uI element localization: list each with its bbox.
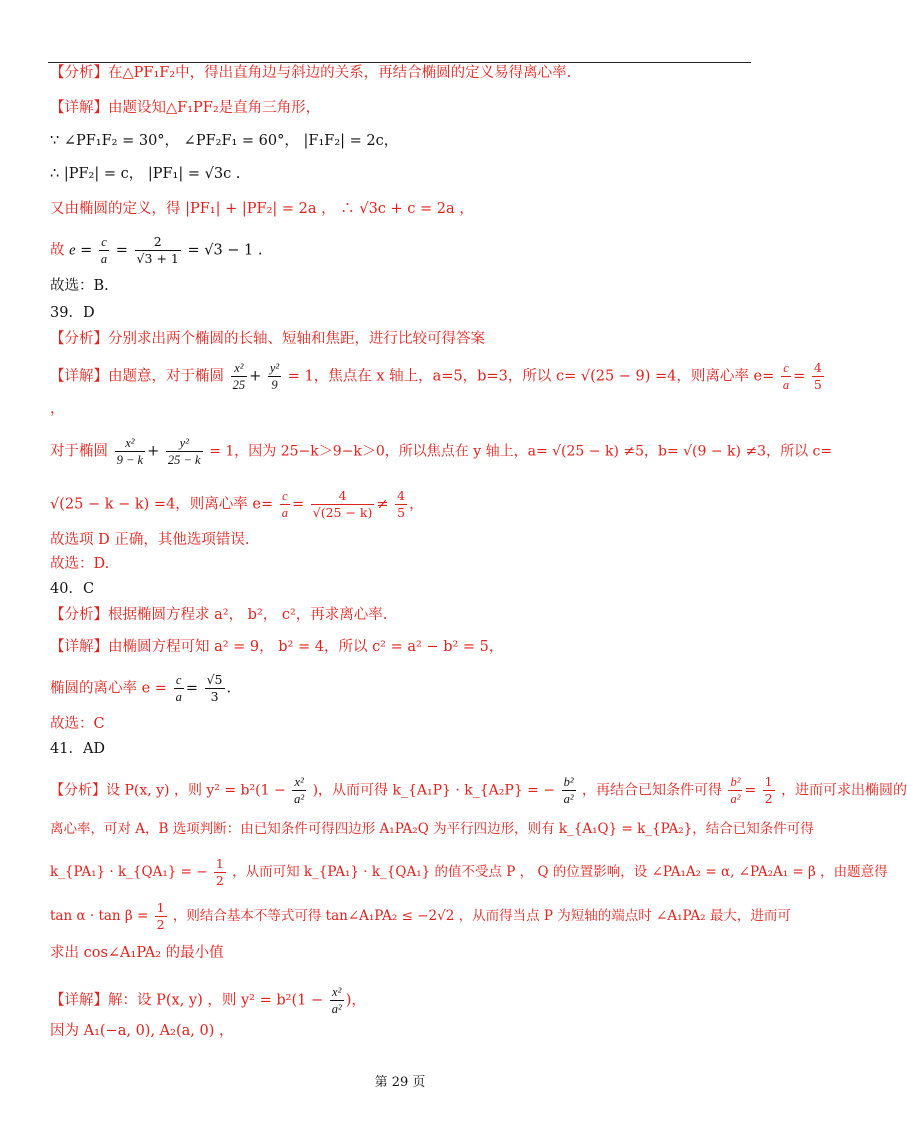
q38-answer: 故选：B. (50, 278, 109, 294)
fraction: $\frac{\text{x²}}{9 - k}$ (116, 436, 144, 467)
q39-detail-1: 【详解】由题意，对于椭圆 $\frac{\text{x²}}{25}$ + $\frac{\text{y²}}{9}$ = 1，焦点在 x 轴上，a=5，b=3，所以 c= √(25 − 9) =4，则离心率 e= $\frac{c}{a}$ = $\frac{4}{5}$ (50, 360, 822, 392)
q40-analysis: 【分析】根据椭圆方程求 a²， b²， c²，再求离心率. (50, 607, 388, 623)
fraction: $\frac{4}{√(25 - k)}$ (312, 488, 373, 520)
q40-detail-1: 【详解】由椭圆方程可知 a² = 9， b² = 4，所以 c² = a² − b² = 5， (50, 639, 504, 655)
q38-detail-3: ∴ |PF₂| = c， |PF₁| = √3c . (50, 166, 241, 182)
fraction: $\frac{1}{2}$ (764, 774, 773, 806)
q41-detail-1: 【详解】解：设 P(x, y) ，则 y² = b²(1 − $\frac{\text{x²}}{\text{a²}}$ )， (50, 985, 366, 1016)
fraction: $\frac{1}{2}$ (156, 900, 165, 932)
fraction: $\frac{1}{2}$ (215, 856, 224, 888)
header-rule (48, 62, 751, 63)
fraction: $\frac{c}{a}$ (100, 235, 108, 266)
fraction: $\frac{4}{5}$ (813, 360, 822, 392)
q41-number: 41．AD (50, 741, 106, 757)
q41-detail-2: 因为 A₁(−a, 0), A₂(a, 0) ， (50, 1023, 234, 1039)
fraction: $\frac{c}{a}$ (782, 361, 790, 392)
page-number: 第 29 页 (374, 1075, 426, 1090)
fraction: $\frac{\text{b²}}{\text{a²}}$ (563, 775, 574, 806)
q39-detail-1-tail: ， (50, 401, 65, 417)
q39-detail-3: √(25 − k − k) =4，则离心率 e= $\frac{c}{a}$ = $\frac{4}{√(25 - k)}$ ≠ $\frac{4}{5}$ ， (50, 488, 424, 520)
q41-analysis-5: 求出 cos∠A₁PA₂ 的最小值 (50, 945, 224, 961)
fraction: $\frac{c}{a}$ (175, 673, 182, 704)
q38-detail-1: 【详解】由题设知△F₁PF₂是直角三角形， (50, 100, 321, 116)
q40-detail-2: 椭圆的离心率 e = $\frac{c}{a}$ = $\frac{√5}{3}$ . (50, 672, 232, 704)
q39-analysis: 【分析】分别求出两个椭圆的长轴、短轴和焦距，进行比较可得答案 (50, 331, 485, 347)
q40-number: 40．C (50, 581, 95, 597)
fraction: $\frac{\text{b²}}{\text{a²}}$ (730, 775, 741, 806)
q38-detail-2: ∵ ∠PF₁F₂ = 30°， ∠PF₂F₁ = 60°， |F₁F₂| = 2c， (50, 133, 399, 149)
q39-detail-4: 故选项 D 正确，其他选项错误. (50, 532, 250, 548)
q40-answer: 故选：C (50, 716, 105, 732)
fraction: $\frac{\text{y²}}{9}$ (269, 361, 280, 392)
q38-detail-4: 又由椭圆的定义，得 |PF₁| + |PF₂| = 2a ， ∴ √3c + c = 2a ， (50, 201, 474, 217)
q41-analysis-3: k_{PA₁} · k_{QA₁} = − $\frac{1}{2}$ ，从而可知 k_{PA₁} · k_{QA₁} 的值不受点 P ， Q 的位置影响，设 ∠PA₁A₂ = α, ∠PA₂A₁ = β ，由题意得 (50, 856, 888, 888)
analysis-tag: 【分析】 (50, 65, 108, 81)
q41-analysis-2: 离心率，可对 A，B 选项判断：由已知条件可得四边形 A₁PA₂Q 为平行四边形，则有 k_{A₁Q} = k_{PA₂}，结合已知条件可得 (50, 821, 814, 837)
fraction: $\frac{\text{y²}}{25 - k}$ (167, 436, 201, 467)
fraction: $\frac{2}{√3 + 1}$ (136, 234, 179, 266)
fraction: $\frac{\text{x²}}{25}$ (232, 361, 246, 392)
q39-number: 39．D (50, 305, 95, 321)
q38-analysis: 【分析】在△PF₁F₂中，得出直角边与斜边的关系，再结合椭圆的定义易得离心率. (50, 65, 572, 81)
q39-detail-2: 对于椭圆 $\frac{\text{x²}}{9 - k}$ + $\frac{\text{y²}}{25 - k}$ = 1，因为 25−k＞9−k＞0，所以焦点在 y 轴上，a= √(25 − k) ≠5，b= √(9 − k) ≠3，所以 c= (50, 436, 833, 467)
q38-detail-5: 故 e = $\frac{c}{a}$ = $\frac{2}{√3 + 1}$ = √3 − 1 . (50, 234, 263, 266)
fraction: $\frac{c}{a}$ (281, 489, 288, 520)
fraction: $\frac{\text{x²}}{\text{a²}}$ (331, 985, 342, 1016)
q41-analysis-1: 【分析】设 P(x, y) ，则 y² = b²(1 − $\frac{\text{x²}}{\text{a²}}$ )，从而可得 k_{A₁P} · k_{A₂P} = − $\frac{\text{b²}}{\text{a²}}$ ，再结合已知条件可得 $\frac{\text{b²}}{\text{a²}}$ = $\frac{1}{2}$ ，进而可求出椭圆的 (50, 774, 907, 806)
detail-tag: 【详解】 (50, 100, 108, 116)
fraction: $\frac{\text{x²}}{\text{a²}}$ (294, 775, 305, 806)
fraction: $\frac{√5}{3}$ (206, 672, 223, 704)
fraction: $\frac{4}{5}$ (397, 488, 406, 520)
q39-answer: 故选：D. (50, 556, 110, 572)
q41-analysis-4: tan α · tan β = $\frac{1}{2}$ ，则结合基本不等式可得 tan∠A₁PA₂ ≤ −2√2 ，从而得当点 P 为短轴的端点时 ∠A₁PA₂ 最大，进而可 (50, 900, 791, 932)
